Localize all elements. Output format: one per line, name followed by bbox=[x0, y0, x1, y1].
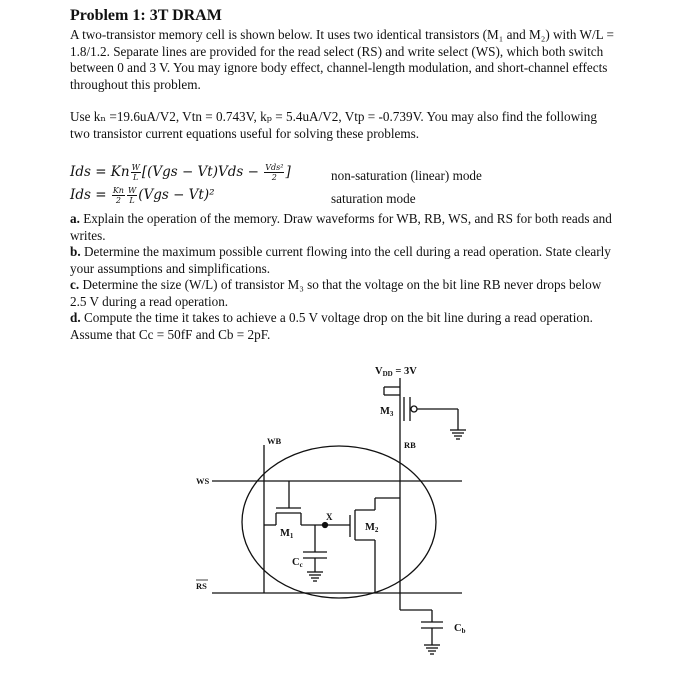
eq1-vds-squared-over-2: $\frac{\text{Vds²}}{2}$ bbox=[265, 163, 284, 182]
question-c: c. Determine the size (W/L) of transistor M₃ so that the voltage on the bit line RB never drops below 2.5 V during a read operation. bbox=[70, 277, 602, 309]
eq1-suffix: ] bbox=[285, 164, 291, 180]
cell-boundary bbox=[242, 446, 436, 598]
x-label: X bbox=[326, 512, 333, 522]
question-d: d. Compute the time it takes to achieve a 0.5 V voltage drop on the bit line during a read operation. Assume that Cc = 50fF and Cb = 2pF. bbox=[70, 310, 593, 342]
eq2-prefix: Ids = bbox=[70, 187, 107, 203]
eq1-middle: [(Vgs − Vt)Vds − bbox=[141, 164, 259, 180]
problem-title: Problem 1: 3T DRAM bbox=[70, 7, 222, 24]
question-a: a. Explain the operation of the memory. Draw waveforms for WB, RB, WS, and RS for both reads and writes. bbox=[70, 211, 612, 243]
m1-label: M1 bbox=[280, 528, 294, 540]
eq1-w-over-l: $\frac{W}{L}$ bbox=[131, 163, 140, 182]
eq1-prefix: Ids = Kn bbox=[70, 164, 130, 180]
rb-label: RB bbox=[404, 440, 416, 450]
question-b: b. Determine the maximum possible current flowing into the cell during a read operation. State clearly your assumptions and simplifications. bbox=[70, 244, 611, 276]
eq2-suffix: (Vgs − Vt)² bbox=[138, 187, 215, 203]
eq2-w-over-l: $\frac{W}{L}$ bbox=[127, 186, 137, 205]
m2-label: M2 bbox=[365, 522, 379, 534]
problem-intro: A two-transistor memory cell is shown below. It uses two identical transistors (M₁ and M₂) with W/L = 1.8/1.2. Separate lines are provided for the read select (RS) and write select (WS), which both switch between 0 and 3 V. You may ignore body effect, channel-length modulation, and short-channel effects throughout this problem. bbox=[70, 27, 614, 92]
ws-label: WS bbox=[196, 476, 210, 486]
eq2-kn-over-2: $\frac{Kn}{2}$ bbox=[112, 186, 124, 205]
problem-parameters: Use kₙ =19.6uA/V2, Vtn = 0.743V, kₚ = 5.4uA/V2, Vtp = -0.739V. You may also find the following two transistor current equations useful for solving these problems. bbox=[70, 109, 597, 141]
wb-label: WB bbox=[267, 436, 282, 446]
m3-label: M3 bbox=[380, 406, 394, 418]
vdd-label: VDD = 3V bbox=[375, 366, 417, 378]
saturation-mode-label: saturation mode bbox=[331, 191, 416, 206]
cb-label: Cb bbox=[454, 623, 466, 635]
m3-gate-bubble bbox=[411, 406, 417, 412]
rs-label: RS bbox=[196, 581, 207, 591]
linear-mode-label: non-saturation (linear) mode bbox=[331, 168, 482, 183]
cc-label: Cc bbox=[292, 557, 303, 569]
